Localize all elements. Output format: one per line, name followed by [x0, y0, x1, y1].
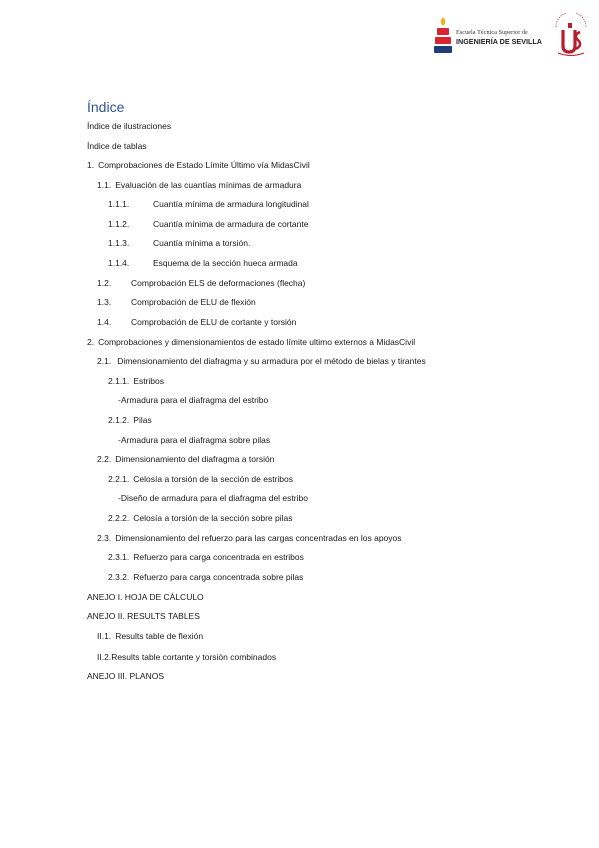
toc-entry: [108, 376, 164, 387]
toc-entry-number: 2.2.1.: [108, 474, 130, 484]
toc-entry: [87, 160, 310, 171]
toc-entry-text: ANEJO III. PLANOS: [87, 671, 164, 681]
toc-entry-number: 2.1.2.: [108, 415, 130, 425]
toc-entry: [108, 474, 293, 485]
toc-entry-number: 1.: [87, 160, 95, 170]
toc-entry: [108, 572, 303, 583]
toc-entry-text: ANEJO I. HOJA DE CÁLCULO: [87, 592, 204, 602]
toc-entry-text: -Diseño de armadura para el diafragma del estribo: [118, 493, 308, 503]
toc-entry: [97, 652, 276, 663]
toc-entry-text: Dimensionamiento del diafragma y su armadura por el método de bielas y tirantes: [117, 356, 426, 366]
toc-entry-text: -Armadura para el diafragma del estribo: [118, 395, 269, 405]
toc-entry-number: 1.1.4.: [108, 258, 130, 268]
toc-entry: [108, 513, 293, 524]
toc-entry-text: Comprobación de ELU de flexión: [131, 297, 256, 307]
toc-entry-number: 1.2.: [97, 278, 112, 288]
toc-entry-text: -Armadura para el diafragma sobre pilas: [118, 435, 271, 445]
toc-entry-number: 2.3.1.: [108, 552, 130, 562]
school-name-line1: Escuela Técnica Superior de: [456, 29, 528, 36]
toc-entry-text: Celosía a torsión de la sección sobre pilas: [133, 513, 293, 523]
toc-entry-text: Comprobación de ELU de cortante y torsión: [131, 317, 297, 327]
toc-entry: [87, 671, 164, 682]
toc-entry: [87, 611, 200, 622]
etsi-logo: [434, 16, 546, 56]
toc-entry-text: Pilas: [133, 415, 152, 425]
toc-entry-text: Índice de tablas: [87, 141, 147, 151]
toc-entry-number: 1.3.: [97, 297, 112, 307]
etsi-emblem-icon: [434, 16, 452, 54]
toc-entry-text: Cuantía mínima de armadura de cortante: [153, 219, 309, 229]
toc-entry-number: 1.1.3.: [108, 238, 130, 248]
toc-entry: [87, 141, 147, 152]
toc-entry: [108, 238, 250, 249]
toc-entry-text: Results table cortante y torsión combinados: [111, 652, 277, 662]
toc-entry-text: Results table de flexión: [115, 631, 204, 641]
toc-entry-text: Refuerzo para carga concentrada en estribos: [133, 552, 304, 562]
toc-entry-number: 2.1.1.: [108, 376, 130, 386]
toc-entry: [108, 258, 298, 269]
toc-entry-text: Dimensionamiento del diafragma a torsión: [115, 454, 275, 464]
toc-entry: [97, 533, 402, 544]
toc-entry-text: Evaluación de las cuantías mínimas de armadura: [115, 180, 302, 190]
toc-entry-text: Esquema de la sección hueca armada: [153, 258, 298, 268]
toc-entry: [118, 493, 308, 504]
toc-entry: [87, 121, 171, 132]
toc-entry-text: Comprobaciones y dimensionamientos de estado límite ultimo externos a MidasCivil: [98, 337, 416, 347]
toc-entry-text: Índice de ilustraciones: [87, 121, 172, 131]
toc-entry-text: Cuantía mínima a torsión.: [153, 238, 251, 248]
toc-entry-text: Comprobación ELS de deformaciones (flecha): [131, 278, 306, 288]
toc-entry-text: Dimensionamiento del refuerzo para las cargas concentradas en los apoyos: [115, 533, 402, 543]
toc-entry: [97, 317, 296, 328]
toc-entry-number: 2.2.: [97, 454, 112, 464]
toc-entry: [97, 278, 305, 289]
school-name-line2: INGENIERÍA DE SEVILLA: [456, 37, 542, 46]
toc-entry: [87, 592, 204, 603]
toc-entry-number: 2.2.2.: [108, 513, 130, 523]
toc-entry: [97, 356, 426, 367]
toc-entry-number: 2.: [87, 337, 95, 347]
toc-entry-text: Estribos: [133, 376, 164, 386]
toc-entry-text: Comprobaciones de Estado Límite Último vía MidasCivil: [98, 160, 310, 170]
toc-entry-number: 2.3.: [97, 533, 112, 543]
toc-entry-number: 1.4.: [97, 317, 112, 327]
toc-entry: [87, 337, 415, 348]
toc-entry: [118, 435, 270, 446]
toc-entry: [97, 297, 256, 308]
toc-entry-text: Celosía a torsión de la sección de estribos: [133, 474, 293, 484]
toc-entry: [97, 454, 274, 465]
toc-entry-number: II.2.: [97, 652, 112, 662]
toc-entry: [108, 219, 308, 230]
us-seal-logo: [552, 13, 590, 59]
toc-entry: [108, 552, 304, 563]
toc-entry-number: 2.1.: [97, 356, 112, 366]
toc-entry-number: 2.3.2.: [108, 572, 130, 582]
toc-entry: [118, 395, 268, 406]
toc-entry: [108, 415, 152, 426]
toc-entry: [97, 631, 203, 642]
toc-entry: [108, 199, 309, 210]
toc-entry: [97, 180, 301, 191]
toc-entry-number: 1.1.2.: [108, 219, 130, 229]
toc-entry-text: ANEJO II. RESULTS TABLES: [87, 611, 200, 621]
page-title: Índice: [87, 99, 125, 115]
toc-entry-number: 1.1.1.: [108, 199, 130, 209]
toc-entry-number: II.1.: [97, 631, 112, 641]
toc-entry-text: Cuantía mínima de armadura longitudinal: [153, 199, 309, 209]
toc-entry-number: 1.1.: [97, 180, 112, 190]
university-seal-icon: [552, 13, 590, 59]
toc-entry-text: Refuerzo para carga concentrada sobre pilas: [133, 572, 304, 582]
